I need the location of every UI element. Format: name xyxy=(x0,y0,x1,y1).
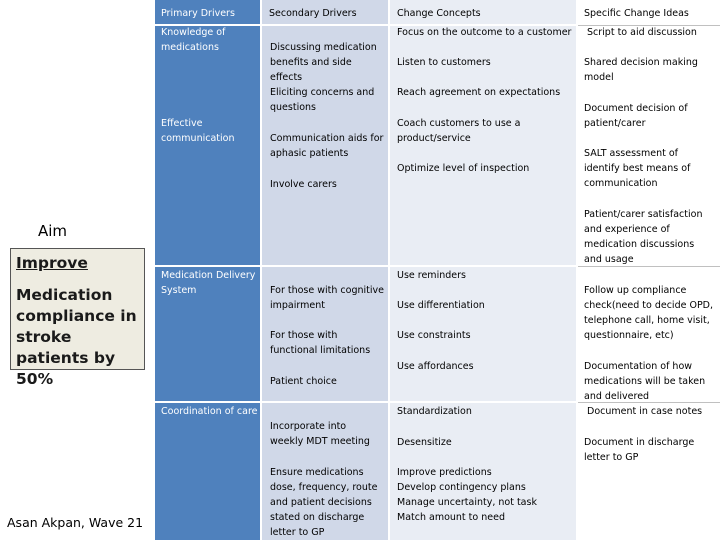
specific-idea: Patient/carer satisfaction and experience of medication discussions and usage xyxy=(584,209,703,265)
header-specific-ideas: Specific Change Ideas xyxy=(584,8,689,19)
specific-idea: Document decision of patient/carer xyxy=(584,103,688,129)
change-concept: Use differentiation xyxy=(397,300,485,311)
secondary-driver: For those with cognitive impairment xyxy=(270,285,384,311)
change-concept: Match amount to need xyxy=(397,512,505,523)
secondary-driver: Eliciting concerns and questions xyxy=(270,87,375,113)
change-concept: Manage uncertainty, not task xyxy=(397,497,537,508)
change-concept: Develop contingency plans xyxy=(397,482,526,493)
change-concept: Optimize level of inspection xyxy=(397,163,530,174)
change-concept: Improve predictions xyxy=(397,467,492,478)
secondary-driver: For those with functional limitations xyxy=(270,330,371,356)
change-concept: Desensitize xyxy=(397,437,452,448)
change-concept: Use affordances xyxy=(397,361,474,372)
specific-idea: Document in case notes xyxy=(587,406,703,417)
specific-idea: Documentation of how medications will be taken and delivered xyxy=(584,361,706,402)
change-concept: Focus on the outcome to a customer xyxy=(397,27,572,38)
secondary-driver: Discussing medication benefits and side effects xyxy=(270,42,377,83)
change-concept: Coach customers to use a product/service xyxy=(397,118,521,144)
aim-label: Aim xyxy=(38,222,68,240)
secondary-driver: Ensure medications dose, frequency, route and patient decisions stated on discharge letter to GP xyxy=(270,467,378,538)
primary-driver-delivery: Medication Delivery System xyxy=(161,270,256,296)
header-secondary-drivers: Secondary Drivers xyxy=(269,8,357,19)
specific-idea: Follow up compliance check(need to decide OPD, telephone call, home visit, questionnaire, etc) xyxy=(584,285,714,341)
change-concept: Listen to customers xyxy=(397,57,491,68)
change-concept: Reach agreement on expectations xyxy=(397,87,561,98)
primary-driver-coordination: Coordination of care xyxy=(161,406,258,417)
secondary-driver: Patient choice xyxy=(270,376,337,387)
change-concept: Use constraints xyxy=(397,330,471,341)
author-credit: Asan Akpan, Wave 21 xyxy=(7,515,144,530)
secondary-driver: Involve carers xyxy=(270,179,337,190)
secondary-driver: Incorporate into weekly MDT meeting xyxy=(270,421,370,447)
secondary-driver: Communication aids for aphasic patients xyxy=(270,133,384,159)
specific-idea: Script to aid discussion xyxy=(587,27,697,38)
specific-idea: Document in discharge letter to GP xyxy=(584,437,695,463)
header-primary-drivers: Primary Drivers xyxy=(161,8,235,19)
change-concept: Standardization xyxy=(397,406,472,417)
change-concept: Use reminders xyxy=(397,270,466,281)
specific-idea: SALT assessment of identify best means of communication xyxy=(584,148,691,189)
primary-driver-knowledge: Knowledge of medications xyxy=(161,27,226,53)
aim-box xyxy=(10,248,145,388)
specific-idea: Shared decision making model xyxy=(584,57,698,83)
primary-driver-communication: Effective communication xyxy=(161,118,235,144)
aim-improve: Improve xyxy=(16,254,88,272)
header-change-concepts: Change Concepts xyxy=(397,8,481,19)
aim-statement: Medication compliance in stroke patients by 50% xyxy=(16,286,137,388)
